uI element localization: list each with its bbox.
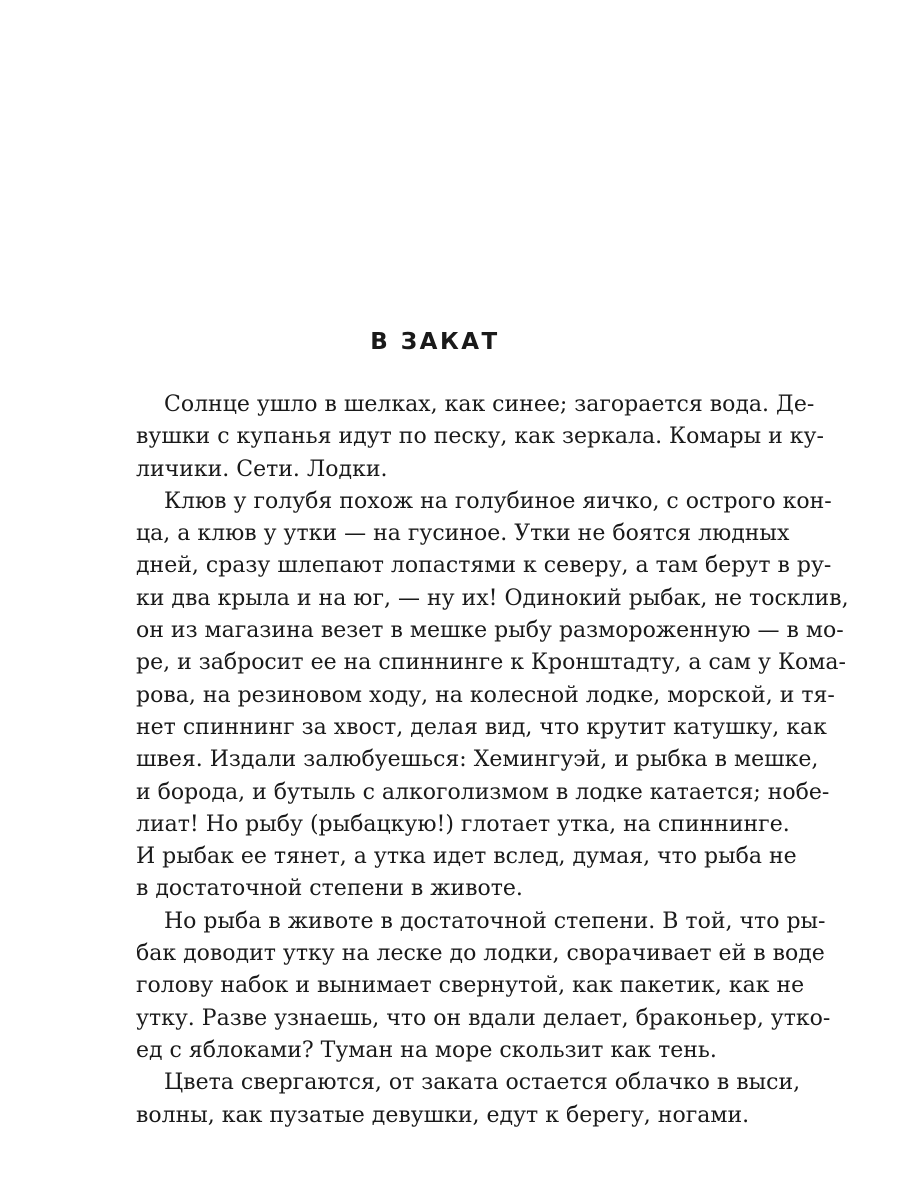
chapter-title: В ЗАКАТ	[370, 329, 500, 355]
text-line: И рыбак ее тянет, а утка идет вслед, думая, что рыба не	[136, 844, 797, 870]
text-line: утку. Разве узнаешь, что он вдали делает, браконьер, утко-	[136, 1005, 831, 1031]
text-line: в достаточной степени в животе.	[136, 876, 523, 902]
text-line: ре, и забросит ее на спиннинге к Кронштадту, а сам у Кома-	[136, 650, 846, 676]
text-line: личики. Сети. Лодки.	[136, 456, 388, 482]
text-line: он из магазина везет в мешке рыбу размороженную — в мо-	[136, 618, 844, 644]
text-line: Клюв у голубя похож на голубиное яичко, с острого кон-	[164, 488, 832, 514]
text-line: бак доводит утку на леске до лодки, сворачивает ей в воде	[136, 941, 825, 967]
text-line: Но рыба в животе в достаточной степени. В той, что ры-	[164, 908, 826, 934]
text-line: лиат! Но рыбу (рыбацкую!) глотает утка, на спиннинге.	[136, 811, 790, 837]
text-line: рова, на резиновом ходу, на колесной лодке, морской, и тя-	[136, 682, 835, 708]
text-line: ед с яблоками? Туман на море скользит как тень.	[136, 1037, 717, 1063]
body-text	[136, 389, 849, 1132]
text-line: дней, сразу шлепают лопастями к северу, а там берут в ру-	[136, 553, 832, 579]
text-line: вушки с купанья идут по песку, как зеркала. Комары и ку-	[136, 424, 824, 450]
text-line: ца, а клюв у утки — на гусиное. Утки не боятся людных	[136, 521, 790, 547]
text-line: швея. Издали залюбуешься: Хемингуэй, и рыбка в мешке,	[136, 747, 819, 773]
text-line: нет спиннинг за хвост, делая вид, что крутит катушку, как	[136, 714, 827, 740]
text-line: волны, как пузатые девушки, едут к берегу, ногами.	[136, 1102, 750, 1128]
text-line: и борода, и бутыль с алкоголизмом в лодке катается; нобе-	[136, 779, 830, 805]
text-line: голову набок и вынимает свернутой, как пакетик, как не	[136, 973, 805, 999]
text-line: ки два крыла и на юг, — ну их! Одинокий рыбак, не тосклив,	[136, 585, 849, 611]
text-line: Солнце ушло в шелках, как синее; загорается вода. Де-	[164, 392, 815, 417]
text-line: Цвета свергаются, от заката остается облачко в выси,	[164, 1070, 801, 1096]
